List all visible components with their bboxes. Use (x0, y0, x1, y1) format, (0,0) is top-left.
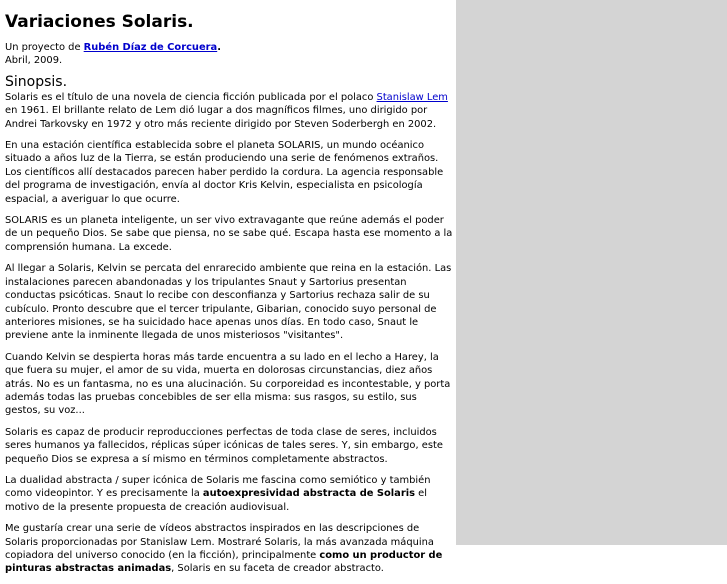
paragraph-5: Cuando Kelvin se despierta horas más tarde encuentra a su lado en el lecho a Harey, la que fuera su mujer, el amor de su vida, muerta en dolorosas circunstancias, diez años atrás. No es un fantasma, no es una alucinación. Su corporeidad es incontestable, y porta además todas las pruebas concebibles de ser ella misma: sus rasgos, su estilo, sus gestos, su voz... (5, 351, 451, 417)
side-panel (456, 0, 727, 545)
paragraph-2: En una estación científica establecida sobre el planeta SOLARIS, un mundo océanico situado a años luz de la Tierra, se están produciendo una serie de fenómenos extraños. Los científicos allí destacados parecen haber perdido la cordura. La agencia responsable del programa de investigación, envía al doctor Kris Kelvin, especialista en psicología espacial, a averiguar lo que ocurre. (5, 140, 444, 205)
byline-suffix: . (217, 42, 221, 53)
bold-text: como un productor de pinturas abstractas animadas (5, 550, 443, 575)
paragraph-8 (5, 522, 453, 576)
text: , Solaris en su faceta de creador abstracto. (171, 563, 384, 575)
text: en 1961. El brillante relato de Lem dió lugar a dos magníficos filmes, uno dirigido por Andrei Tarkovsky en 1972 y otro más reciente dirigido por Steven Soderbergh en 2002. (5, 105, 437, 130)
page-title: Variaciones Solaris. (5, 12, 194, 32)
main-content (5, 0, 453, 584)
paragraph-6: Solaris es capaz de producir reproducciones perfectas de toda clase de seres, incluidos seres humanos ya fallecidos, réplicas súper icónicas de tales seres. Y, sin embargo, este pequeño Dios se expresa a sí mismo en términos completamente abstractos. (5, 426, 443, 465)
text: el motivo de la presente propuesta de creación audiovisual. (5, 488, 427, 513)
text: La dualidad abstracta / super icónica de Solaris me fascina como semiótico y también como videopintor. Y es precisamente la (5, 474, 431, 500)
paragraph-7 (5, 474, 453, 514)
stanislaw-lem-link[interactable]: Stanislaw Lem (376, 91, 448, 103)
byline (5, 41, 453, 68)
author-link[interactable]: Rubén Díaz de Corcuera (83, 42, 218, 53)
paragraph-1 (5, 91, 453, 131)
bold-text: autoexpresividad abstracta de Solaris (202, 488, 415, 500)
paragraph-4: Al llegar a Solaris, Kelvin se percata del enrarecido ambiente que reina en la estación. Las instalaciones parecen abandonadas y los tripulantes Snaut y Sartorius presentan conductas psicóticas. Snaut lo recibe con desconfianza y Sartorius rechaza salir de su cubículo. Pronto descubre que el tercer tripulante, Gibarian, conocido suyo personal de anteriores misiones, se ha suicidado hace apenas unos días. En todo caso, Snaut le previene ante la inminente llegada de unos misteriosos "visitantes". (5, 263, 452, 342)
text: Me gustaría crear una serie de vídeos abstractos inspirados en las descripciones de Solaris proporcionadas por Stanislaw Lem. Mostraré Solaris, la más avanzada máquina copiadora del universo conocido (en la ficción), principalmente (5, 523, 434, 561)
byline-prefix: Un proyecto de (5, 42, 84, 53)
section-title: Sinopsis. (5, 73, 68, 90)
date: Abril, 2009. (5, 55, 63, 67)
text: Solaris es el título de una novela de ciencia ficción publicada por el polaco (5, 91, 377, 103)
paragraph-3: SOLARIS es un planeta inteligente, un ser vivo extravagante que reúne además el poder de un pequeño Dios. Se sabe que piensa, no se sabe qué. Escapa hasta ese momento a la comprensión humana. La excede. (5, 215, 453, 253)
